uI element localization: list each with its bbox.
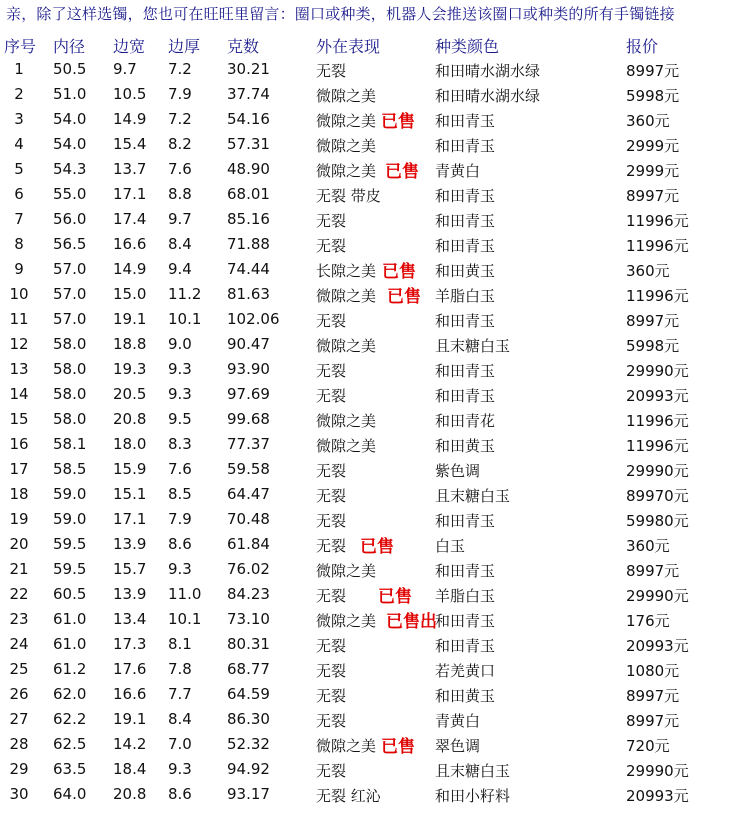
band-width-cell: 14.2	[113, 735, 147, 753]
table-row	[0, 758, 751, 783]
band-width-cell: 15.9	[113, 460, 147, 478]
inner-diameter-cell: 58.0	[53, 385, 87, 403]
grams-cell: 74.44	[227, 260, 270, 278]
appearance-cell: 微隙之美	[316, 287, 377, 305]
kind-color-cell: 和田青玉	[435, 362, 496, 380]
kind-color-cell: 和田青玉	[435, 112, 496, 130]
sold-stamp: 已售出	[386, 612, 437, 632]
header-band-width: 边宽	[113, 37, 146, 56]
row-number: 22	[9, 585, 29, 603]
row-number: 24	[9, 635, 29, 653]
appearance-cell: 无裂	[316, 462, 347, 480]
price-cell: 29990元	[626, 587, 689, 605]
appearance-cell: 无裂	[316, 587, 347, 605]
kind-color-cell: 和田青玉	[435, 312, 496, 330]
table-row	[0, 733, 751, 758]
kind-color-cell: 和田青玉	[435, 562, 496, 580]
band-width-cell: 13.7	[113, 160, 147, 178]
price-cell: 11996元	[626, 212, 689, 230]
appearance-cell: 无裂	[316, 62, 347, 80]
inner-diameter-cell: 55.0	[53, 185, 87, 203]
kind-color-cell: 和田青玉	[435, 637, 496, 655]
band-width-cell: 17.1	[113, 510, 147, 528]
row-number: 11	[9, 310, 29, 328]
inner-diameter-cell: 59.5	[53, 560, 87, 578]
kind-color-cell: 青黄白	[435, 712, 481, 730]
band-thickness-cell: 8.6	[168, 785, 192, 803]
band-width-cell: 19.1	[113, 710, 147, 728]
inner-diameter-cell: 56.5	[53, 235, 87, 253]
inner-diameter-cell: 57.0	[53, 260, 87, 278]
band-thickness-cell: 7.6	[168, 460, 192, 478]
grams-cell: 94.92	[227, 760, 270, 778]
band-thickness-cell: 9.3	[168, 360, 192, 378]
inner-diameter-cell: 61.2	[53, 660, 87, 678]
inner-diameter-cell: 62.2	[53, 710, 87, 728]
kind-color-cell: 青黄白	[435, 162, 481, 180]
band-thickness-cell: 10.1	[168, 610, 202, 628]
price-cell: 5998元	[626, 337, 680, 355]
grams-cell: 68.01	[227, 185, 270, 203]
kind-color-cell: 且末糖白玉	[435, 487, 511, 505]
appearance-cell: 无裂	[316, 362, 347, 380]
band-thickness-cell: 7.0	[168, 735, 192, 753]
appearance-cell: 无裂	[316, 687, 347, 705]
row-number: 8	[14, 235, 24, 253]
grams-cell: 59.58	[227, 460, 270, 478]
band-width-cell: 17.3	[113, 635, 147, 653]
appearance-cell: 微隙之美	[316, 112, 377, 130]
grams-cell: 84.23	[227, 585, 270, 603]
price-cell: 20993元	[626, 387, 689, 405]
inner-diameter-cell: 58.0	[53, 360, 87, 378]
row-number: 20	[9, 535, 29, 553]
sold-stamp: 已售	[387, 287, 421, 307]
price-cell: 2999元	[626, 162, 680, 180]
kind-color-cell: 和田晴水湖水绿	[435, 62, 541, 80]
table-row	[0, 333, 751, 358]
row-number: 21	[9, 560, 29, 578]
inner-diameter-cell: 58.0	[53, 335, 87, 353]
appearance-cell: 无裂	[316, 662, 347, 680]
table-row	[0, 283, 751, 308]
band-thickness-cell: 8.4	[168, 710, 192, 728]
sold-stamp: 已售	[381, 737, 415, 757]
kind-color-cell: 和田青玉	[435, 387, 496, 405]
inner-diameter-cell: 58.1	[53, 435, 87, 453]
grams-cell: 54.16	[227, 110, 270, 128]
kind-color-cell: 和田青玉	[435, 612, 496, 630]
inner-diameter-cell: 56.0	[53, 210, 87, 228]
band-thickness-cell: 7.7	[168, 685, 192, 703]
table-row	[0, 258, 751, 283]
band-thickness-cell: 9.3	[168, 385, 192, 403]
band-width-cell: 15.1	[113, 485, 147, 503]
price-cell: 720元	[626, 737, 670, 755]
inner-diameter-cell: 64.0	[53, 785, 87, 803]
band-width-cell: 9.7	[113, 60, 137, 78]
table-row	[0, 683, 751, 708]
row-number: 23	[9, 610, 29, 628]
band-thickness-cell: 9.3	[168, 760, 192, 778]
table-row	[0, 483, 751, 508]
band-width-cell: 19.1	[113, 310, 147, 328]
row-number: 7	[14, 210, 24, 228]
row-number: 30	[9, 785, 29, 803]
inner-diameter-cell: 54.3	[53, 160, 87, 178]
appearance-cell: 微隙之美	[316, 737, 377, 755]
band-thickness-cell: 8.6	[168, 535, 192, 553]
price-cell: 20993元	[626, 787, 689, 805]
grams-cell: 93.17	[227, 785, 270, 803]
row-number: 4	[14, 135, 24, 153]
inner-diameter-cell: 54.0	[53, 110, 87, 128]
header-band-thickness: 边厚	[168, 37, 201, 56]
appearance-cell: 无裂	[316, 312, 347, 330]
band-thickness-cell: 9.4	[168, 260, 192, 278]
row-number: 2	[14, 85, 24, 103]
appearance-cell: 无裂	[316, 512, 347, 530]
sold-stamp: 已售	[381, 112, 415, 132]
kind-color-cell: 和田青玉	[435, 512, 496, 530]
grams-cell: 30.21	[227, 60, 270, 78]
grams-cell: 97.69	[227, 385, 270, 403]
grams-cell: 77.37	[227, 435, 270, 453]
grams-cell: 57.31	[227, 135, 270, 153]
band-width-cell: 16.6	[113, 685, 147, 703]
band-width-cell: 20.8	[113, 785, 147, 803]
band-width-cell: 14.9	[113, 110, 147, 128]
appearance-cell: 微隙之美	[316, 412, 377, 430]
grams-cell: 61.84	[227, 535, 270, 553]
grams-cell: 99.68	[227, 410, 270, 428]
band-thickness-cell: 11.0	[168, 585, 202, 603]
grams-cell: 73.10	[227, 610, 270, 628]
grams-cell: 76.02	[227, 560, 270, 578]
price-cell: 8997元	[626, 562, 680, 580]
inner-diameter-cell: 61.0	[53, 610, 87, 628]
grams-cell: 90.47	[227, 335, 270, 353]
inner-diameter-cell: 51.0	[53, 85, 87, 103]
row-number: 3	[14, 110, 24, 128]
band-width-cell: 18.0	[113, 435, 147, 453]
band-width-cell: 16.6	[113, 235, 147, 253]
price-cell: 11996元	[626, 237, 689, 255]
band-width-cell: 13.4	[113, 610, 147, 628]
price-cell: 8997元	[626, 187, 680, 205]
band-thickness-cell: 11.2	[168, 285, 202, 303]
band-thickness-cell: 7.6	[168, 160, 192, 178]
band-width-cell: 15.7	[113, 560, 147, 578]
table-row	[0, 358, 751, 383]
band-thickness-cell: 8.5	[168, 485, 192, 503]
table-row	[0, 183, 751, 208]
price-cell: 11996元	[626, 437, 689, 455]
band-thickness-cell: 10.1	[168, 310, 202, 328]
inner-diameter-cell: 58.5	[53, 460, 87, 478]
kind-color-cell: 若羌黄口	[435, 662, 496, 680]
band-thickness-cell: 7.9	[168, 510, 192, 528]
price-cell: 8997元	[626, 712, 680, 730]
header-price: 报价	[626, 37, 659, 56]
table-row	[0, 208, 751, 233]
band-thickness-cell: 8.1	[168, 635, 192, 653]
table-row	[0, 783, 751, 808]
appearance-cell: 微隙之美	[316, 87, 377, 105]
appearance-cell: 微隙之美	[316, 437, 377, 455]
kind-color-cell: 和田小籽料	[435, 787, 511, 805]
price-cell: 8997元	[626, 312, 680, 330]
kind-color-cell: 且末糖白玉	[435, 337, 511, 355]
table-row	[0, 308, 751, 333]
appearance-cell: 无裂	[316, 712, 347, 730]
table-row	[0, 383, 751, 408]
row-number: 13	[9, 360, 29, 378]
grams-cell: 86.30	[227, 710, 270, 728]
kind-color-cell: 和田黄玉	[435, 437, 496, 455]
grams-cell: 81.63	[227, 285, 270, 303]
inner-diameter-cell: 63.5	[53, 760, 87, 778]
price-cell: 29990元	[626, 462, 689, 480]
inner-diameter-cell: 59.5	[53, 535, 87, 553]
row-number: 14	[9, 385, 29, 403]
table-row	[0, 533, 751, 558]
table-row	[0, 658, 751, 683]
appearance-cell: 无裂	[316, 212, 347, 230]
appearance-cell: 无裂 带皮	[316, 187, 381, 205]
sold-stamp: 已售	[385, 162, 419, 182]
band-width-cell: 15.4	[113, 135, 147, 153]
appearance-cell: 无裂	[316, 637, 347, 655]
price-cell: 11996元	[626, 287, 689, 305]
band-width-cell: 15.0	[113, 285, 147, 303]
grams-cell: 102.06	[227, 310, 280, 328]
band-width-cell: 20.5	[113, 385, 147, 403]
appearance-cell: 无裂	[316, 387, 347, 405]
kind-color-cell: 和田黄玉	[435, 687, 496, 705]
price-cell: 2999元	[626, 137, 680, 155]
grams-cell: 48.90	[227, 160, 270, 178]
band-thickness-cell: 7.2	[168, 60, 192, 78]
grams-cell: 68.77	[227, 660, 270, 678]
appearance-cell: 微隙之美	[316, 137, 377, 155]
band-width-cell: 13.9	[113, 585, 147, 603]
band-thickness-cell: 9.0	[168, 335, 192, 353]
appearance-cell: 微隙之美	[316, 612, 377, 630]
grams-cell: 64.47	[227, 485, 270, 503]
row-number: 12	[9, 335, 29, 353]
band-width-cell: 17.6	[113, 660, 147, 678]
price-cell: 1080元	[626, 662, 680, 680]
row-number: 27	[9, 710, 29, 728]
band-thickness-cell: 8.2	[168, 135, 192, 153]
table-row	[0, 458, 751, 483]
info-banner: 亲，除了这样选镯，您也可在旺旺里留言：圈口或种类，机器人会推送该圈口或种类的所有手镯链接	[6, 5, 675, 23]
price-cell: 59980元	[626, 512, 689, 530]
band-width-cell: 17.1	[113, 185, 147, 203]
band-width-cell: 18.8	[113, 335, 147, 353]
price-cell: 89970元	[626, 487, 689, 505]
row-number: 9	[14, 260, 24, 278]
header-grams: 克数	[227, 37, 260, 56]
band-thickness-cell: 7.2	[168, 110, 192, 128]
table-row	[0, 583, 751, 608]
price-cell: 8997元	[626, 62, 680, 80]
table-row	[0, 58, 751, 83]
table-row	[0, 633, 751, 658]
inner-diameter-cell: 57.0	[53, 285, 87, 303]
kind-color-cell: 和田青玉	[435, 187, 496, 205]
row-number: 18	[9, 485, 29, 503]
appearance-cell: 无裂	[316, 762, 347, 780]
appearance-cell: 微隙之美	[316, 162, 377, 180]
table-row	[0, 433, 751, 458]
inner-diameter-cell: 59.0	[53, 510, 87, 528]
price-cell: 360元	[626, 262, 670, 280]
inner-diameter-cell: 62.0	[53, 685, 87, 703]
kind-color-cell: 和田晴水湖水绿	[435, 87, 541, 105]
price-cell: 29990元	[626, 762, 689, 780]
kind-color-cell: 和田青玉	[435, 137, 496, 155]
price-cell: 360元	[626, 537, 670, 555]
kind-color-cell: 羊脂白玉	[435, 587, 496, 605]
row-number: 6	[14, 185, 24, 203]
appearance-cell: 无裂	[316, 237, 347, 255]
price-cell: 8997元	[626, 687, 680, 705]
inner-diameter-cell: 59.0	[53, 485, 87, 503]
price-cell: 176元	[626, 612, 670, 630]
kind-color-cell: 和田青玉	[435, 212, 496, 230]
band-thickness-cell: 9.7	[168, 210, 192, 228]
row-number: 26	[9, 685, 29, 703]
table-row	[0, 108, 751, 133]
band-width-cell: 19.3	[113, 360, 147, 378]
appearance-cell: 微隙之美	[316, 562, 377, 580]
kind-color-cell: 白玉	[435, 537, 466, 555]
band-thickness-cell: 7.9	[168, 85, 192, 103]
table-row	[0, 158, 751, 183]
band-width-cell: 17.4	[113, 210, 147, 228]
row-number: 10	[9, 285, 29, 303]
row-number: 25	[9, 660, 29, 678]
inner-diameter-cell: 62.5	[53, 735, 87, 753]
price-cell: 360元	[626, 112, 670, 130]
table-row	[0, 233, 751, 258]
row-number: 28	[9, 735, 29, 753]
inner-diameter-cell: 50.5	[53, 60, 87, 78]
kind-color-cell: 且末糖白玉	[435, 762, 511, 780]
grams-cell: 93.90	[227, 360, 270, 378]
grams-cell: 80.31	[227, 635, 270, 653]
table-row	[0, 708, 751, 733]
price-cell: 29990元	[626, 362, 689, 380]
grams-cell: 85.16	[227, 210, 270, 228]
kind-color-cell: 和田青玉	[435, 237, 496, 255]
grams-cell: 37.74	[227, 85, 270, 103]
grams-cell: 64.59	[227, 685, 270, 703]
appearance-cell: 无裂	[316, 537, 347, 555]
band-width-cell: 13.9	[113, 535, 147, 553]
table-header	[0, 34, 751, 56]
band-width-cell: 14.9	[113, 260, 147, 278]
table-row	[0, 508, 751, 533]
band-thickness-cell: 8.4	[168, 235, 192, 253]
appearance-cell: 无裂 红沁	[316, 787, 381, 805]
appearance-cell: 微隙之美	[316, 337, 377, 355]
band-thickness-cell: 8.3	[168, 435, 192, 453]
table-row	[0, 558, 751, 583]
price-cell: 20993元	[626, 637, 689, 655]
table-row	[0, 408, 751, 433]
row-number: 1	[14, 60, 24, 78]
band-width-cell: 10.5	[113, 85, 147, 103]
row-number: 29	[9, 760, 29, 778]
band-thickness-cell: 9.5	[168, 410, 192, 428]
price-cell: 11996元	[626, 412, 689, 430]
table-row	[0, 83, 751, 108]
kind-color-cell: 紫色调	[435, 462, 481, 480]
inner-diameter-cell: 60.5	[53, 585, 87, 603]
inner-diameter-cell: 57.0	[53, 310, 87, 328]
grams-cell: 52.32	[227, 735, 270, 753]
sold-stamp: 已售	[382, 262, 416, 282]
row-number: 17	[9, 460, 29, 478]
header-appearance: 外在表现	[316, 37, 381, 56]
row-number: 15	[9, 410, 29, 428]
band-thickness-cell: 7.8	[168, 660, 192, 678]
table-row	[0, 608, 751, 633]
header-inner-diameter: 内径	[53, 37, 86, 56]
row-number: 16	[9, 435, 29, 453]
kind-color-cell: 羊脂白玉	[435, 287, 496, 305]
kind-color-cell: 翠色调	[435, 737, 481, 755]
grams-cell: 71.88	[227, 235, 270, 253]
inner-diameter-cell: 61.0	[53, 635, 87, 653]
row-number: 19	[9, 510, 29, 528]
appearance-cell: 长隙之美	[316, 262, 377, 280]
inner-diameter-cell: 58.0	[53, 410, 87, 428]
band-thickness-cell: 8.8	[168, 185, 192, 203]
band-width-cell: 18.4	[113, 760, 147, 778]
row-number: 5	[14, 160, 24, 178]
header-no: 序号	[4, 37, 37, 56]
sold-stamp: 已售	[378, 587, 412, 607]
appearance-cell: 无裂	[316, 487, 347, 505]
price-cell: 5998元	[626, 87, 680, 105]
inner-diameter-cell: 54.0	[53, 135, 87, 153]
band-thickness-cell: 9.3	[168, 560, 192, 578]
band-width-cell: 20.8	[113, 410, 147, 428]
grams-cell: 70.48	[227, 510, 270, 528]
kind-color-cell: 和田黄玉	[435, 262, 496, 280]
sold-stamp: 已售	[360, 537, 394, 557]
table-row	[0, 133, 751, 158]
header-kind-color: 种类颜色	[435, 37, 500, 56]
kind-color-cell: 和田青花	[435, 412, 496, 430]
